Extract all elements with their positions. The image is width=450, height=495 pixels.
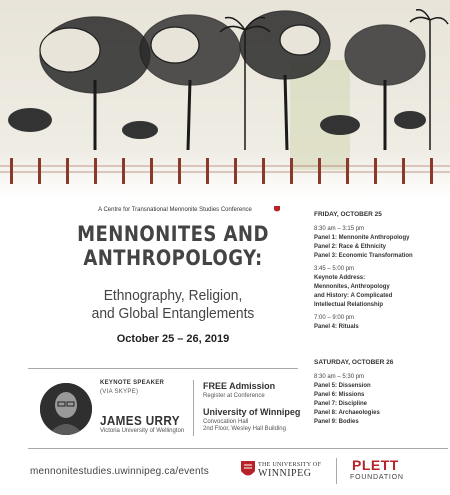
schedule-friday [314,210,448,332]
schedule-keynote: Keynote Address: [314,275,366,281]
keynote-sublabel: (VIA SKYPE) [100,389,139,395]
footer-logo-divider [336,458,337,484]
schedule-panel: Panel 3: Economic Transformation [314,253,413,259]
title-line-2: ANTHROPOLOGY: [83,246,263,270]
schedule-day-heading: SATURDAY, OCTOBER 26 [314,359,394,366]
divider-vertical [193,380,194,436]
schedule-panel: Panel 1: Mennonite Anthropology [314,235,410,241]
schedule-saturday [314,358,448,427]
schedule-keynote: Mennonites, Anthropology [314,284,390,290]
schedule-panel: Panel 4: Rituals [314,324,359,330]
university-crest-icon [240,460,256,480]
plett-logo-text: PLETT [352,457,399,473]
university-logo-line-1: THE UNIVERSITY OF [258,462,322,468]
schedule-keynote: Intellectual Relationship [314,302,384,308]
schedule-day-heading: FRIDAY, OCTOBER 25 [314,211,382,218]
schedule-panel: Panel 5: Dissension [314,383,371,389]
schedule-panel: Panel 7: Discipline [314,401,368,407]
website-link[interactable]: mennonitestudies.uwinnipeg.ca/events [30,466,209,477]
keynote-affiliation: Victoria University of Wellington [100,428,185,434]
footer-divider [28,448,448,449]
schedule-panel: Panel 8: Archaeologies [314,410,380,416]
page-title [48,222,297,270]
admission-title: FREE Admission [203,381,276,391]
schedule-time: 8:30 am – 3:15 pm [314,226,365,232]
keynote-speaker-name: JAMES URRY [100,413,180,428]
schedule-keynote: and History: A Complicated [314,293,393,299]
title-line-1: MENNONITES AND [77,222,269,246]
university-logo-line-2: WINNIPEG [258,468,312,479]
conference-dates: October 25 – 26, 2019 [116,333,230,345]
keynote-speaker-photo [40,383,92,435]
admission-note: Register at Conference [203,393,265,399]
keynote-label: KEYNOTE SPEAKER [100,380,165,386]
venue-title: University of Winnipeg [203,407,301,417]
schedule-panel: Panel 6: Missions [314,392,365,398]
schedule-time: 7:00 – 9:00 pm [314,315,355,321]
shield-icon [274,206,280,213]
subtitle-line-1: Ethnography, Religion, [103,287,243,304]
subtitle-line-2: and Global Entanglements [91,305,255,322]
conference-supertitle: A Centre for Transnational Mennonite Studies Conference [98,207,252,213]
venue-line-2: 2nd Floor, Wesley Hall Building [203,426,286,432]
divider-horizontal [28,368,298,369]
plett-foundation-text: FOUNDATION [350,474,404,481]
schedule-time: 8:30 am – 5:30 pm [314,374,365,380]
schedule-panel: Panel 2: Race & Ethnicity [314,244,387,250]
header-artwork [0,0,450,200]
schedule-panel: Panel 9: Bodies [314,419,359,425]
venue-line-1: Convocation Hall [203,419,249,425]
schedule-time: 3:45 – 5:00 pm [314,266,355,272]
page-subtitle [49,287,297,323]
